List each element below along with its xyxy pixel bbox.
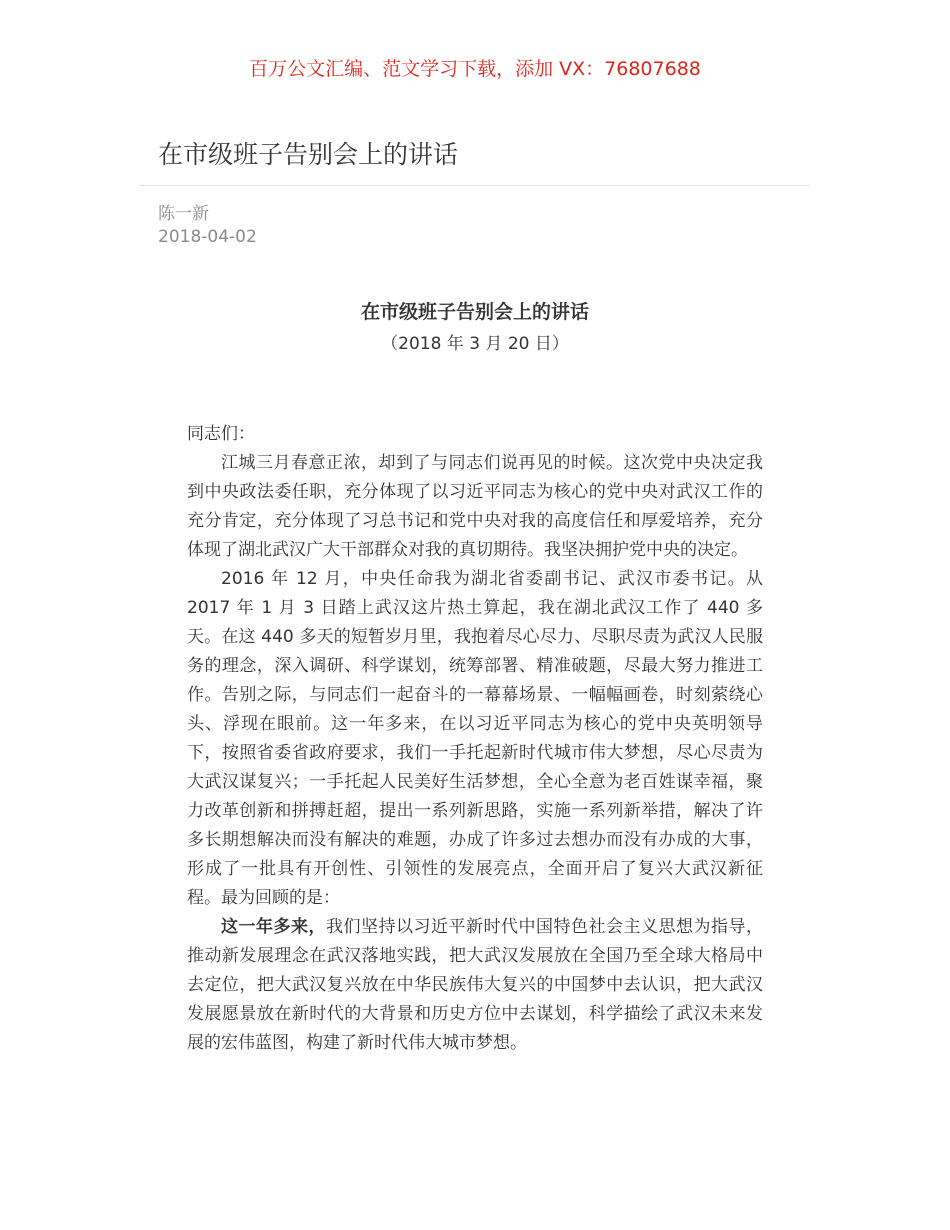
paragraph-lead: 这一年多来， [221,917,326,937]
paragraph-text: 我们坚持以习近平新时代中国特色社会主义思想为指导，推动新发展理念在武汉落地实践，把大武汉发展放在全国乃至全球大格局中去定位，把大武汉复兴放在中华民族伟大复兴的中国梦中去认识，把大武汉发展愿景放在新时代的大背景和历史方位中去谋划，科学描绘了武汉未来发展的宏伟蓝图，构建了新时代伟大城市梦想。 [187,917,763,1053]
body-paragraph: 江城三月春意正浓，却到了与同志们说再见的时候。这次党中央决定我到中央政法委任职，充分体现了以习近平同志为核心的党中央对武汉工作的充分肯定，充分体现了习总书记和党中央对我的高度信任和厚爱培养，充分体现了湖北武汉广大干部群众对我的真切期待。我坚决拥护党中央的决定。 [187,453,763,560]
document-body [187,420,763,1058]
author-name: 陈一新 [158,204,209,224]
document-date: （2018 年 3 月 20 日） [381,334,569,354]
salutation: 同志们： [187,424,255,444]
document-title: 在市级班子告别会上的讲话 [360,301,589,323]
title-divider [140,185,810,186]
body-paragraph: 2016 年 12 月，中央任命我为湖北省委副书记、武汉市委书记。从 2017 年 1 月 3 日踏上武汉这片热土算起，我在湖北武汉工作了 440 多天。在这 440 多天的短暂岁月里，我抱着尽心尽力、尽职尽责为武汉人民服务的理念，深入调研、科学谋划，统筹部署、精准破题，尽最大努力推进工作。告别之际，与同志们一起奋斗的一幕幕场景、一幅幅画卷，时刻萦绕心头、浮现在眼前。这一年多来，在以习近平同志为核心的党中央英明领导下，按照省委省政府要求，我们一手托起新时代城市伟大梦想，尽心尽责为大武汉谋复兴；一手托起人民美好生活梦想，全心全意为老百姓谋幸福，聚力改革创新和拼搏赶超，提出一系列新思路，实施一系列新举措，解决了许多长期想解决而没有解决的难题，办成了许多过去想办而没有办成的大事，形成了一批具有开创性、引领性的发展亮点，全面开启了复兴大武汉新征程。最为回顾的是： [187,569,763,908]
body-paragraph [187,913,763,1058]
publish-date: 2018-04-02 [158,227,257,247]
article-meta [158,203,257,249]
page-title: 在市级班子告别会上的讲话 [158,140,459,169]
promo-banner: 百万公文汇编、范文学习下载，添加 VX：76807688 [249,58,701,80]
